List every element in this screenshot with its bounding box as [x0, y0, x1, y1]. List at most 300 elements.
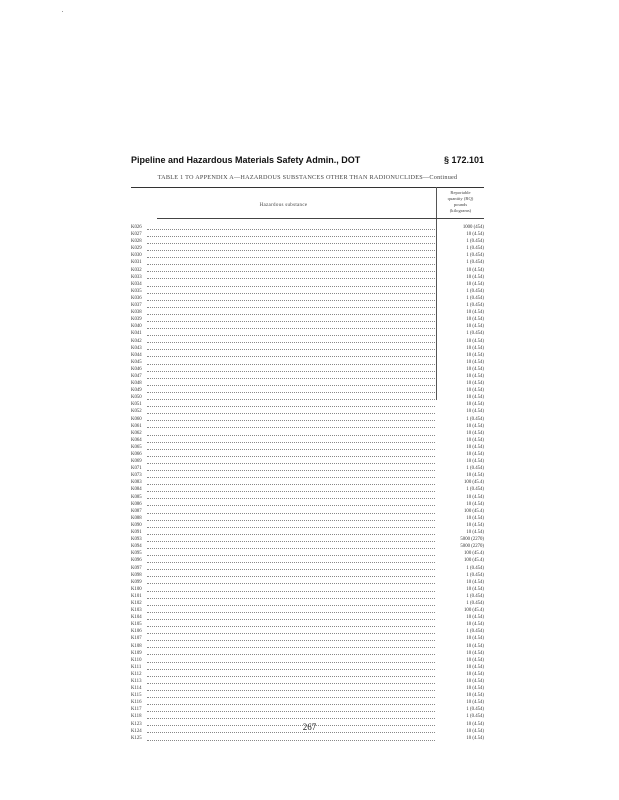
dot-leader [147, 463, 435, 464]
dot-leader [147, 378, 435, 379]
substance-name: K088 [131, 515, 142, 521]
table-row [131, 536, 484, 543]
dot-leader [147, 576, 435, 577]
substance-name: K036 [131, 295, 142, 301]
reportable-quantity: 10 (4.54) [466, 693, 484, 699]
dot-leader [147, 619, 435, 620]
table-row [131, 550, 484, 557]
substance-name: K032 [131, 267, 142, 273]
reportable-quantity: 1 (0.454) [466, 288, 484, 294]
dot-leader [147, 612, 435, 613]
table-row [131, 579, 484, 586]
reportable-quantity: 1 (0.454) [466, 487, 484, 493]
substance-name: K115 [131, 693, 142, 699]
reportable-quantity: 10 (4.54) [466, 281, 484, 287]
substance-name: K110 [131, 657, 142, 663]
table-row [131, 323, 484, 330]
reportable-quantity: 10 (4.54) [466, 530, 484, 536]
reportable-quantity: 5000 (2270) [460, 537, 484, 543]
reportable-quantity: 10 (4.54) [466, 515, 484, 521]
table-row [131, 267, 484, 274]
substance-name: K091 [131, 530, 142, 536]
dot-leader [147, 470, 435, 471]
reportable-quantity: 100 (45.4) [464, 508, 484, 514]
reportable-quantity: 10 (4.54) [466, 735, 484, 741]
substance-name: K065 [131, 444, 142, 450]
dot-leader [147, 484, 435, 485]
reportable-quantity: 10 (4.54) [466, 721, 484, 727]
reportable-quantity: 10 (4.54) [466, 522, 484, 528]
header-section: § 172.101 [443, 155, 484, 165]
table-row [131, 515, 484, 522]
table-row [131, 486, 484, 493]
reportable-quantity: 1 (0.454) [466, 416, 484, 422]
substance-name: K095 [131, 551, 142, 557]
reportable-quantity: 10 (4.54) [466, 267, 484, 273]
table-row [131, 224, 484, 231]
column-header-substance: Hazardous substance [259, 203, 308, 208]
table-row [131, 621, 484, 628]
dot-leader [147, 321, 435, 322]
substance-name: K042 [131, 338, 142, 344]
dot-leader [147, 449, 435, 450]
reportable-quantity: 10 (4.54) [466, 274, 484, 280]
substance-name: K102 [131, 600, 142, 606]
substance-name: K033 [131, 274, 142, 280]
reportable-quantity: 10 (4.54) [466, 636, 484, 642]
table-row [131, 380, 484, 387]
table-row [131, 345, 484, 352]
table-row [131, 394, 484, 401]
substance-name: K094 [131, 544, 142, 550]
scan-speck [62, 11, 63, 12]
table-row [131, 444, 484, 451]
dot-leader [147, 527, 435, 528]
reportable-quantity: 10 (4.54) [466, 324, 484, 330]
substance-name: K038 [131, 310, 142, 316]
table-row [131, 281, 484, 288]
table-row [131, 338, 484, 345]
table-row [131, 706, 484, 713]
substance-name: K039 [131, 317, 142, 323]
reportable-quantity: 1 (0.454) [466, 331, 484, 337]
table-row [131, 614, 484, 621]
reportable-quantity: 10 (4.54) [466, 310, 484, 316]
substance-name: K123 [131, 721, 142, 727]
table-row [131, 430, 484, 437]
table-top-rule [131, 187, 484, 188]
table-body [131, 224, 484, 742]
dot-leader [147, 385, 435, 386]
substance-name: K031 [131, 260, 142, 266]
dot-leader [147, 711, 435, 712]
dot-leader [147, 257, 435, 258]
reportable-quantity: 10 (4.54) [466, 352, 484, 358]
dot-leader [147, 477, 435, 478]
reportable-quantity: 10 (4.54) [466, 586, 484, 592]
column-header-rq-line: quantity (RQ) [447, 196, 474, 201]
table-row [131, 359, 484, 366]
substance-name: K113 [131, 679, 142, 684]
substance-name: K052 [131, 409, 142, 415]
substance-name: K062 [131, 430, 142, 436]
substance-name: K107 [131, 636, 142, 642]
dot-leader [147, 427, 435, 428]
table-row [131, 543, 484, 550]
table-row [131, 643, 484, 650]
substance-name: K030 [131, 253, 142, 259]
reportable-quantity: 10 (4.54) [466, 381, 484, 387]
substance-name: K069 [131, 459, 142, 465]
substance-name: K046 [131, 366, 142, 372]
substance-name: K029 [131, 246, 142, 252]
table-row [131, 529, 484, 536]
substance-name: K041 [131, 331, 142, 337]
reportable-quantity: 1 (0.454) [466, 466, 484, 472]
dot-leader [147, 520, 435, 521]
table-row [131, 713, 484, 720]
dot-leader [147, 293, 435, 294]
substance-name: K045 [131, 359, 142, 365]
substance-name: K027 [131, 232, 142, 238]
reportable-quantity: 10 (4.54) [466, 395, 484, 401]
substance-name: K035 [131, 288, 142, 294]
substance-name: K048 [131, 381, 142, 387]
table-row [131, 657, 484, 664]
column-header-rq-line: pounds [453, 202, 468, 207]
dot-leader [147, 548, 435, 549]
reportable-quantity: 10 (4.54) [466, 615, 484, 621]
reportable-quantity: 10 (4.54) [466, 579, 484, 585]
table-row [131, 288, 484, 295]
table-row [131, 671, 484, 678]
reportable-quantity: 10 (4.54) [466, 494, 484, 500]
reportable-quantity: 10 (4.54) [466, 657, 484, 663]
dot-leader [147, 662, 435, 663]
reportable-quantity: 1 (0.454) [466, 246, 484, 252]
substance-name: K051 [131, 402, 142, 408]
table-row [131, 309, 484, 316]
reportable-quantity: 10 (4.54) [466, 671, 484, 677]
table-row [131, 628, 484, 635]
reportable-quantity: 10 (4.54) [466, 402, 484, 408]
dot-leader [147, 491, 435, 492]
table-row [131, 238, 484, 245]
table-row [131, 635, 484, 642]
table-row [131, 259, 484, 266]
header-title: Pipeline and Hazardous Materials Safety Admin., DOT [131, 155, 361, 165]
substance-name: K098 [131, 572, 142, 578]
dot-leader [147, 683, 435, 684]
dot-leader [147, 562, 435, 563]
table-row [131, 316, 484, 323]
reportable-quantity: 100 (45.4) [464, 480, 484, 486]
column-header-rq-line: (kilograms) [449, 208, 472, 213]
dot-leader [147, 243, 435, 244]
substance-name: K118 [131, 714, 142, 720]
substance-name: K060 [131, 416, 142, 422]
reportable-quantity: 1 (0.454) [466, 260, 484, 266]
dot-leader [147, 371, 435, 372]
substance-name: K061 [131, 423, 142, 429]
reportable-quantity: 10 (4.54) [466, 700, 484, 706]
reportable-quantity: 1 (0.454) [466, 565, 484, 571]
dot-leader [147, 442, 435, 443]
substance-name: K028 [131, 239, 142, 245]
dot-leader [147, 278, 435, 279]
substance-name: K106 [131, 629, 142, 635]
dot-leader [147, 591, 435, 592]
dot-leader [147, 654, 435, 655]
reportable-quantity: 10 (4.54) [466, 679, 484, 684]
table-row [131, 572, 484, 579]
reportable-quantity: 1 (0.454) [466, 239, 484, 245]
table-row [131, 416, 484, 423]
substance-name: K125 [131, 735, 142, 741]
table-row [131, 522, 484, 529]
substance-name: K099 [131, 579, 142, 585]
dot-leader [147, 498, 435, 499]
dot-leader [147, 435, 435, 436]
substance-name: K034 [131, 281, 142, 287]
table-row [131, 600, 484, 607]
table-row [131, 295, 484, 302]
running-header [131, 155, 484, 169]
substance-name: K037 [131, 303, 142, 309]
reportable-quantity: 10 (4.54) [466, 686, 484, 692]
substance-name: K124 [131, 728, 142, 734]
table-row [131, 593, 484, 600]
substance-name: K101 [131, 593, 142, 599]
table-row [131, 685, 484, 692]
reportable-quantity: 10 (4.54) [466, 430, 484, 436]
reportable-quantity: 10 (4.54) [466, 359, 484, 365]
table-row [131, 252, 484, 259]
reportable-quantity: 100 (45.4) [464, 551, 484, 557]
dot-leader [147, 349, 435, 350]
table-row [131, 508, 484, 515]
substance-name: K047 [131, 373, 142, 379]
reportable-quantity: 10 (4.54) [466, 643, 484, 649]
column-header-rq [437, 190, 484, 214]
substance-name: K111 [131, 664, 142, 670]
substance-name: K026 [131, 225, 142, 230]
substance-name: K100 [131, 586, 142, 592]
reportable-quantity: 1 (0.454) [466, 303, 484, 309]
reportable-quantity: 10 (4.54) [466, 373, 484, 379]
substance-name: K040 [131, 324, 142, 330]
dot-leader [147, 335, 435, 336]
dot-leader [147, 399, 435, 400]
reportable-quantity: 10 (4.54) [466, 452, 484, 457]
table-row [131, 479, 484, 486]
reportable-quantity: 10 (4.54) [466, 650, 484, 656]
substance-name: K084 [131, 487, 142, 493]
dot-leader [147, 342, 435, 343]
table-row [131, 401, 484, 408]
reportable-quantity: 10 (4.54) [466, 459, 484, 465]
reportable-quantity: 10 (4.54) [466, 388, 484, 394]
page-number: 267 [302, 722, 317, 732]
table-row [131, 664, 484, 671]
table-row [131, 607, 484, 614]
reportable-quantity: 10 (4.54) [466, 444, 484, 450]
substance-name: K085 [131, 494, 142, 500]
table-row [131, 494, 484, 501]
reportable-quantity: 1 (0.454) [466, 600, 484, 606]
dot-leader [147, 420, 435, 421]
table-row [131, 352, 484, 359]
dot-leader [147, 264, 435, 265]
dot-leader [147, 271, 435, 272]
dot-leader [147, 364, 435, 365]
table-row [131, 692, 484, 699]
substance-name: K117 [131, 707, 142, 713]
dot-leader [147, 456, 435, 457]
substance-name: K073 [131, 473, 142, 479]
substance-name: K097 [131, 565, 142, 571]
table-row [131, 387, 484, 394]
substance-name: K096 [131, 558, 142, 564]
dot-leader [147, 583, 435, 584]
reportable-quantity: 10 (4.54) [466, 338, 484, 344]
reportable-quantity: 10 (4.54) [466, 664, 484, 670]
dot-leader [147, 740, 435, 741]
dot-leader [147, 555, 435, 556]
reportable-quantity: 10 (4.54) [466, 437, 484, 443]
reportable-quantity: 5000 (2270) [460, 544, 484, 550]
reportable-quantity: 100 (45.4) [464, 558, 484, 564]
dot-leader [147, 356, 435, 357]
reportable-quantity: 10 (4.54) [466, 728, 484, 734]
substance-name: K108 [131, 643, 142, 649]
dot-leader [147, 229, 435, 230]
dot-leader [147, 505, 435, 506]
reportable-quantity: 1 (0.454) [466, 253, 484, 259]
reportable-quantity: 10 (4.54) [466, 473, 484, 479]
substance-name: K090 [131, 522, 142, 528]
substance-name: K103 [131, 608, 142, 614]
dot-leader [147, 314, 435, 315]
table-row [131, 366, 484, 373]
reportable-quantity: 1 (0.454) [466, 714, 484, 720]
dot-leader [147, 647, 435, 648]
reportable-quantity: 10 (4.54) [466, 232, 484, 238]
table-row [131, 408, 484, 415]
reportable-quantity: 10 (4.54) [466, 501, 484, 507]
dot-leader [147, 704, 435, 705]
dot-leader [147, 250, 435, 251]
table-row [131, 557, 484, 564]
dot-leader [147, 534, 435, 535]
table-row [131, 735, 484, 742]
dot-leader [147, 605, 435, 606]
table-row [131, 465, 484, 472]
table-row [131, 274, 484, 281]
header-rule [157, 218, 484, 219]
substance-name: K044 [131, 352, 142, 358]
substance-name: K086 [131, 501, 142, 507]
reportable-quantity: 10 (4.54) [466, 345, 484, 351]
dot-leader [147, 676, 435, 677]
table-row [131, 586, 484, 593]
dot-leader [147, 392, 435, 393]
substance-name: K066 [131, 452, 142, 457]
substance-name: K083 [131, 480, 142, 486]
reportable-quantity: 10 (4.54) [466, 409, 484, 415]
table-row [131, 437, 484, 444]
dot-leader [147, 690, 435, 691]
substance-name: K043 [131, 345, 142, 351]
reportable-quantity: 10 (4.54) [466, 317, 484, 323]
substance-name: K050 [131, 395, 142, 401]
substance-name: K116 [131, 700, 142, 706]
dot-leader [147, 633, 435, 634]
dot-leader [147, 307, 435, 308]
dot-leader [147, 513, 435, 514]
dot-leader [147, 669, 435, 670]
substance-name: K109 [131, 650, 142, 656]
reportable-quantity: 1 (0.454) [466, 707, 484, 713]
column-header-rq-line: Reportable [450, 190, 471, 195]
dot-leader [147, 718, 435, 719]
substance-name: K104 [131, 615, 142, 621]
table-row [131, 650, 484, 657]
substance-name: K105 [131, 622, 142, 628]
dot-leader [147, 697, 435, 698]
substance-name: K071 [131, 466, 142, 472]
table-row [131, 373, 484, 380]
table-row [131, 302, 484, 309]
reportable-quantity: 10 (4.54) [466, 622, 484, 628]
table-row [131, 472, 484, 479]
table-row [131, 330, 484, 337]
reportable-quantity: 1 (0.454) [466, 572, 484, 578]
dot-leader [147, 328, 435, 329]
table-caption: TABLE 1 TO APPENDIX A—HAZARDOUS SUBSTANCES OTHER THAN RADIONUCLIDES—Continued [157, 174, 458, 181]
table-row [131, 451, 484, 458]
substance-name: K114 [131, 686, 142, 692]
reportable-quantity: 10 (4.54) [466, 423, 484, 429]
dot-leader [147, 286, 435, 287]
table-row [131, 423, 484, 430]
dot-leader [147, 598, 435, 599]
substance-name: K112 [131, 671, 142, 677]
dot-leader [147, 406, 435, 407]
reportable-quantity: 1 (0.454) [466, 593, 484, 599]
dot-leader [147, 569, 435, 570]
reportable-quantity: 1 (0.454) [466, 629, 484, 635]
table-row [131, 245, 484, 252]
dot-leader [147, 300, 435, 301]
dot-leader [147, 626, 435, 627]
reportable-quantity: 10 (4.54) [466, 366, 484, 372]
table-row [131, 678, 484, 685]
dot-leader [147, 541, 435, 542]
substance-name: K049 [131, 388, 142, 394]
dot-leader [147, 413, 435, 414]
substance-name: K093 [131, 537, 142, 543]
reportable-quantity: 1 (0.454) [466, 295, 484, 301]
table-row [131, 699, 484, 706]
table-row [131, 565, 484, 572]
dot-leader [147, 640, 435, 641]
substance-name: K064 [131, 437, 142, 443]
substance-name: K087 [131, 508, 142, 514]
table-row [131, 231, 484, 238]
table-row [131, 501, 484, 508]
reportable-quantity: 100 (45.4) [464, 608, 484, 614]
